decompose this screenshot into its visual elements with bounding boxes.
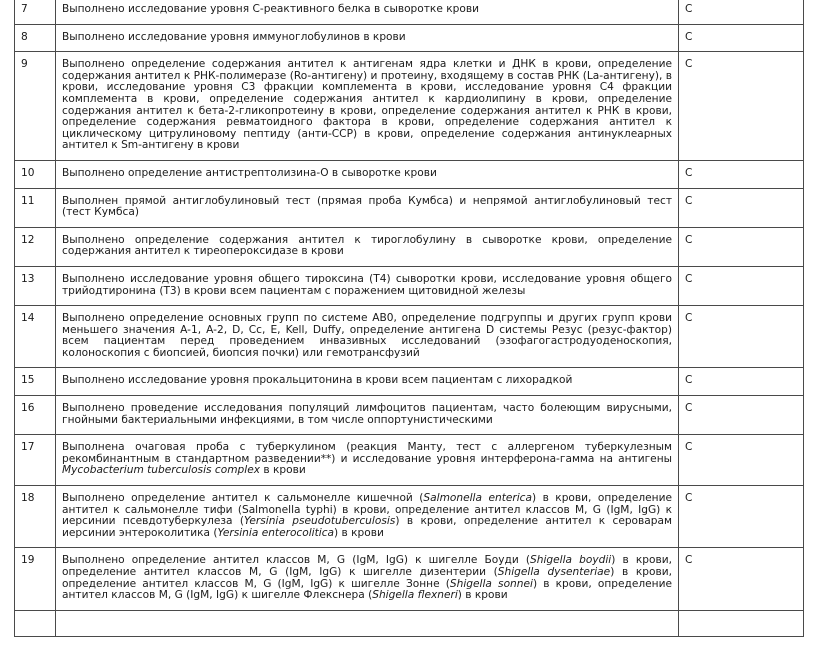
evidence-level: С — [679, 266, 804, 305]
organism-name: Shigella flexneri — [372, 589, 458, 602]
row-number: 9 — [15, 52, 56, 161]
evidence-level: С — [679, 396, 804, 435]
criterion-text-part: ) в крови, определение антител к сероварам иерсинии энтероколитика ( — [62, 515, 672, 539]
row-number: 11 — [15, 188, 56, 227]
organism-name: Salmonella enterica — [423, 492, 532, 505]
row-number — [15, 610, 56, 636]
table-row — [15, 24, 804, 52]
criterion-text: Выполнен прямой антиглобулиновый тест (прямая проба Кумбса) и непрямой антиглобулиновый тест (тест Кумбса) — [56, 188, 679, 227]
evidence-level: С — [679, 0, 804, 24]
row-number: 12 — [15, 227, 56, 266]
row-number: 18 — [15, 486, 56, 548]
criterion-text-part: ) в крови, определение антител классов M, G (IgM, IgG) к шигелле дизентерии ( — [62, 554, 672, 578]
row-number: 13 — [15, 266, 56, 305]
criterion-text — [56, 486, 679, 548]
evidence-level: С — [679, 24, 804, 52]
table-row — [15, 160, 804, 188]
row-number: 10 — [15, 160, 56, 188]
quality-criteria-table — [14, 0, 804, 637]
evidence-level: С — [679, 188, 804, 227]
criterion-text-part: ) в крови, определение антител классов M, G (IgM, IgG) к шигелле Зонне ( — [62, 566, 672, 590]
criterion-text-part: ) в крови, определение антител к сальмонелле тифи (Salmonella typhi) в крови, определение антител классов M, G (IgM, IgG) к иерсинии псевдотуберкулеза ( — [62, 492, 672, 528]
evidence-level — [679, 610, 804, 636]
table-row — [15, 396, 804, 435]
criterion-text: Выполнено исследование уровня общего тироксина (Т4) сыворотки крови, исследование уровня общего трийодтиронина (Т3) в крови всем пациентам с поражением щитовидной железы — [56, 266, 679, 305]
evidence-level: С — [679, 548, 804, 610]
criterion-text: Выполнено проведение исследования популяций лимфоцитов пациентам, часто болеющим вирусными, гнойными бактериальными инфекциями, в том числе оппортунистическими — [56, 396, 679, 435]
row-number: 16 — [15, 396, 56, 435]
row-number: 15 — [15, 368, 56, 396]
organism-name: Mycobacterium tuberculosis complex — [62, 464, 260, 477]
row-number: 8 — [15, 24, 56, 52]
evidence-level: С — [679, 486, 804, 548]
row-number: 7 — [15, 0, 56, 24]
criterion-text: Выполнено определение антистрептолизина-О в сыворотке крови — [56, 160, 679, 188]
criterion-text — [56, 548, 679, 610]
criterion-text: Выполнено определение содержания антител к тироглобулину в сыворотке крови, определение содержания антител к тиреопероксидазе в крови — [56, 227, 679, 266]
criterion-text-part: Выполнена очаговая проба с туберкулином (реакция Манту, тест с аллергеном туберкулезным рекомбинантным в стандартном разведении**) и исследование уровня интерферона-гамма на антигены — [62, 441, 672, 465]
criterion-text: Выполнено исследование уровня С-реактивного белка в сыворотке крови — [56, 0, 679, 24]
criterion-text: Выполнено определение содержания антител к антигенам ядра клетки и ДНК в крови, определение содержания антител к РНК-полимеразе (Ro-антигену) и протеину, входящему в состав РНК (La-антигену), в крови, исследование уровня С3 фракции комплемента в крови, исследование уровня С4 фракции комплемента в крови, определение содержания антител к кардиолипину в крови, определение содержания антител к бета-2-гликопротеину в крови, определение содержания антител к РНК в крови, определение содержания ревматоидного фактора в крови, определение содержания антител к циклическому цитрулиновому пептиду (анти-CCP) в крови, определение содержания антинуклеарных антител к Sm-антигену в крови — [56, 52, 679, 161]
table-row — [15, 266, 804, 305]
table-row — [15, 52, 804, 161]
evidence-level: С — [679, 368, 804, 396]
table-row — [15, 306, 804, 368]
evidence-level: С — [679, 435, 804, 486]
criterion-text — [56, 435, 679, 486]
criterion-text: Выполнено определение основных групп по системе AB0, определение подгруппы и других групп крови меньшего значения A-1, A-2, D, Cc, E, Kell, Duffy, определение антигена D системы Резус (резус-фактор) всем пациентам перед проведением инвазивных исследований (эзофагогастродуоденоскопия, колоноскопия с биопсией, биопсия почки) или гемотрансфузий — [56, 306, 679, 368]
table-row — [15, 368, 804, 396]
evidence-level: С — [679, 227, 804, 266]
criterion-text-part: ) в крови, определение антител классов M, G (IgM, IgG) к шигелле Флекснера ( — [62, 577, 672, 602]
criterion-text — [56, 610, 679, 636]
evidence-level: С — [679, 306, 804, 368]
evidence-level: С — [679, 52, 804, 161]
criterion-text-part: Выполнено определение антител к сальмонелле кишечной ( — [62, 492, 424, 505]
table-row — [15, 548, 804, 610]
organism-name: Yersinia pseudotuberculosis — [244, 515, 396, 528]
row-number: 17 — [15, 435, 56, 486]
organism-name: Yersinia enterocolitica — [217, 526, 335, 539]
criterion-text-part: ) в крови — [334, 526, 384, 539]
criterion-text: Выполнено исследование уровня иммуноглобулинов в крови — [56, 24, 679, 52]
row-number: 14 — [15, 306, 56, 368]
organism-name: Shigella sonnei — [449, 577, 533, 590]
row-number: 19 — [15, 548, 56, 610]
table-row — [15, 227, 804, 266]
criterion-text: Выполнено исследование уровня прокальцитонина в крови всем пациентам с лихорадкой — [56, 368, 679, 396]
table-row — [15, 188, 804, 227]
criterion-text-part: в крови — [260, 464, 306, 477]
evidence-level: С — [679, 160, 804, 188]
table-row — [15, 0, 804, 24]
organism-name: Shigella dysenteriae — [497, 566, 611, 578]
criterion-text-part: ) в крови — [457, 589, 508, 602]
table-row — [15, 486, 804, 548]
table-row — [15, 610, 804, 636]
organism-name: Shigella boydii — [530, 554, 612, 567]
table-row — [15, 435, 804, 486]
criterion-text-part: Выполнено определение антител классов M, G (IgM, IgG) к шигелле Боуди ( — [62, 554, 531, 567]
